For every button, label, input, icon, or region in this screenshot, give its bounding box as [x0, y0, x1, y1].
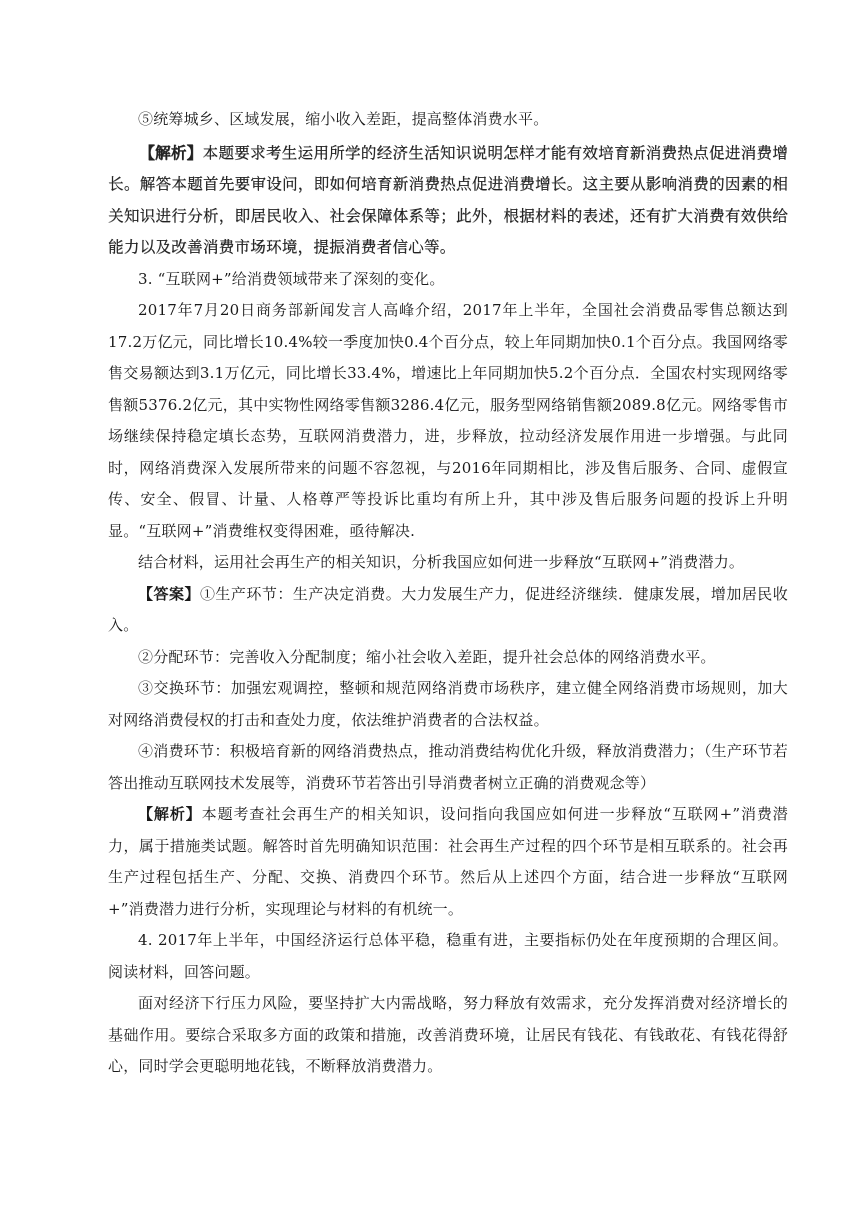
- paragraph-text: 4. 2017年上半年，中国经济运行总体平稳，稳重有进，主要指标仍处在年度预期的合理区间。阅读材料，回答问题。: [108, 931, 788, 981]
- paragraph-text: ③交换环节：加强宏观调控，整顿和规范网络消费市场秩序，建立健全网络消费市场规则，加大对网络消费侵权的打击和查处力度，依法维护消费者的合法权益。: [108, 679, 788, 729]
- paragraph-answer-consumption: [108, 736, 788, 799]
- paragraph-text: 本题考查社会再生产的相关知识，设问指向我国应如何进一步释放“互联网+”消费潜力，属于措施类试题。解答时首先明确知识范围：社会再生产过程的四个环节是相互联系的。社会再生产过程包括生产、分配、交换、消费四个环节。然后从上述四个方面，结合进一步释放“互联网+”消费潜力进行分析，实现理论与材料的有机统一。: [108, 805, 788, 918]
- paragraph-question-4-material: [108, 988, 788, 1083]
- paragraph-answer-production: [108, 579, 788, 642]
- paragraph-text: ②分配环节：完善收入分配制度；缩小社会收入差距，提升社会总体的网络消费水平。: [138, 647, 716, 666]
- paragraph-text: 面对经济下行压力风险，要坚持扩大内需战略，努力释放有效需求，充分发挥消费对经济增长的基础作用。要综合采取多方面的政策和措施，改善消费环境，让居民有钱花、有钱敢花、有钱花得舒心，同时学会更聪明地花钱，不断释放消费潜力。: [108, 994, 788, 1075]
- paragraph-text: ⑤统筹城乡、区域发展，缩小收入差距，提高整体消费水平。: [138, 110, 549, 128]
- paragraph-question-3-prompt: [108, 547, 788, 579]
- paragraph-text: 结合材料，运用社会再生产的相关知识，分析我国应如何进一步释放“互联网+”消费潜力。: [138, 553, 745, 571]
- paragraph-question-3: [108, 264, 788, 296]
- paragraph-question-3-material: [108, 295, 788, 547]
- paragraph-text: ④消费环节：积极培育新的网络消费热点，推动消费结构优化升级，释放消费潜力；（生产环节若答出推动互联网技术发展等，消费环节若答出引导消费者树立正确的消费观念等）: [108, 742, 788, 792]
- paragraph-analysis-q2: [108, 138, 788, 264]
- paragraph-text: 本题要求考生运用所学的经济生活知识说明怎样才能有效培育新消费热点促进消费增长。解答本题首先要审设问，即如何培育新消费热点促进消费增长。这主要从影响消费的因素的相关知识进行分析，即居民收入、社会保障体系等；此外，根据材料的表述，还有扩大消费有效供给能力以及改善消费市场环境，提振消费者信心等。: [108, 143, 788, 256]
- paragraph-text: 2017年7月20日商务部新闻发言人高峰介绍，2017年上半年，全国社会消费品零售总额达到17.2万亿元，同比增长10.4%较一季度加快0.4个百分点，较上年同期加快0.1个百分点。我国网络零售交易额达到3.1万亿元，同比增长33.4%，增速比上年同期加快5.2个百分点．全国农村实现网络零售额5376.2亿元，其中实物性网络零售额3286.4亿元，服务型网络销售额2089.8亿元。网络零售市场继续保持稳定填长态势，互联网消费潜力，进，步释放，拉动经济发展作用进一步增强。与此同时，网络消费深入发展所带来的问题不容忽视，与2016年同期相比，涉及售后服务、合同、虚假宣传、安全、假冒、计量、人格尊严等投诉比重均有所上升，其中涉及售后服务问题的投诉上升明显。“互联网+”消费维权变得困难，亟待解决.: [108, 301, 788, 540]
- document-body: [108, 104, 788, 1083]
- analysis-tag: 【解析】: [139, 143, 203, 162]
- paragraph-answer-exchange: [108, 673, 788, 736]
- paragraph-text: 3. “互联网+”给消费领域带来了深刻的变化。: [138, 269, 445, 288]
- paragraph-plan-5: [108, 104, 788, 136]
- paragraph-answer-distribution: [108, 642, 788, 674]
- paragraph-analysis-q3: [108, 799, 788, 925]
- analysis-tag: 【解析】: [138, 805, 202, 823]
- paragraph-question-4: [108, 925, 788, 988]
- answer-tag: 【答案】: [138, 584, 200, 603]
- paragraph-text: ①生产环节：生产决定消费。大力发展生产力，促进经济继续．健康发展，增加居民收入。: [108, 584, 788, 634]
